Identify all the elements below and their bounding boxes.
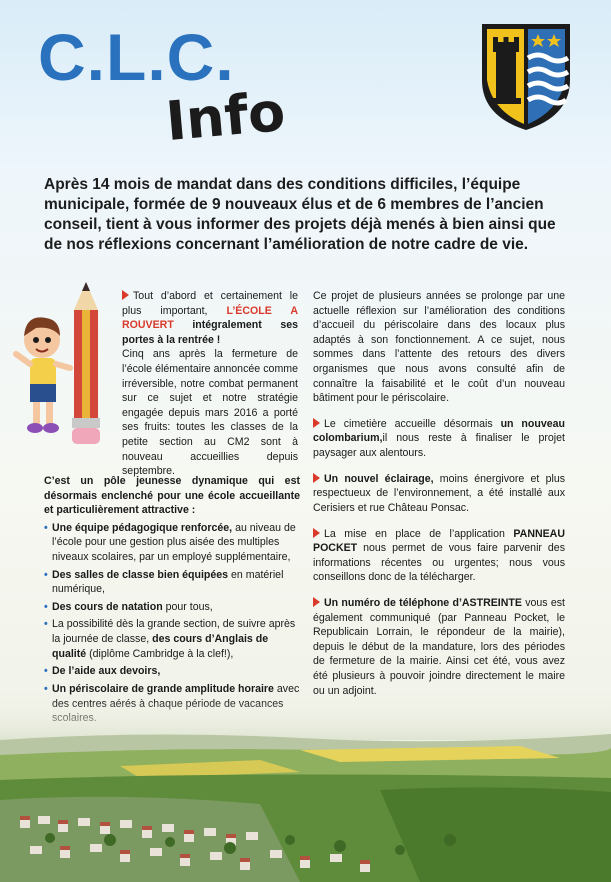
arrow-bullet-icon xyxy=(313,597,320,607)
list-item: • De l’aide aux devoirs, xyxy=(44,664,300,679)
aerial-village-photo xyxy=(0,700,611,882)
arrow-bullet-icon xyxy=(313,528,320,538)
youth-hub-paragraph: C’est un pôle jeunesse dynamique qui est désormais enclenché pour une école accueillante et particulièrement attractive : xyxy=(44,475,300,517)
page-title: C.L.C. xyxy=(38,20,235,94)
periscolaire-paragraph: Ce projet de plusieurs années se prolonge par une actuelle réflexion sur l’amélioration des conditions d’accueil du périscolaire dans des locaux plus adaptés à son fonctionnement. A ce sujet, nous sommes dans l’attente des retours des divers organismes que nous avons consulté afin de connaître la faisabilité et le coût d’un nouveau bâtiment pour le périscolaire. xyxy=(313,290,565,405)
left-column-top xyxy=(122,289,298,479)
page-subtitle: Info xyxy=(163,79,288,154)
pencil-child-illustration xyxy=(6,278,118,450)
list-item: • Des cours de natation pour tous, xyxy=(44,600,300,615)
school-history-paragraph: Cinq ans après la fermeture de l’école élémentaire annoncée comme irréversible, notre combat permanent sur ce sujet et notre stratégie engagée depuis mars 2016 a porté ses fruits: toutes les classes de la petite section au CM2 sont à nouveau accueillies depuis septembre. xyxy=(122,348,298,478)
cemetery-paragraph: Le cimetière accueille désormais un nouveau colombarium,il nous reste à finaliser le projet paysager aux alentours. xyxy=(313,417,565,460)
panneau-pocket-paragraph: La mise en place de l’application PANNEAU POCKET nous permet de vous faire parvenir des informations récentes ou urgentes; nous vous conseillons donc de la télécharger. xyxy=(313,527,565,584)
left-column-bottom xyxy=(44,474,300,729)
school-benefits-list xyxy=(44,521,300,726)
arrow-bullet-icon xyxy=(313,418,320,428)
school-reopened-highlight: L’ÉCOLE A ROUVERT xyxy=(122,304,298,332)
right-column xyxy=(313,289,565,709)
child-character-icon xyxy=(16,317,70,433)
list-item: • Une équipe pédagogique renforcée, au niveau de l’école pour une gestion plus aisée des multiples niveaux scolaires, par un employé supplémentaire, xyxy=(44,521,300,565)
list-item: • La possibilité dès la grande section, de suivre après la journée de classe, des cours d’Anglais de qualité (diplôme Cambridge à la clef!), xyxy=(44,617,300,661)
arrow-bullet-icon xyxy=(122,290,129,300)
pencil-icon xyxy=(72,282,100,444)
school-paragraph: Tout d’abord et certainement le plus important, L’ÉCOLE A ROUVERT intégralement ses portes à la rentrée ! xyxy=(122,290,298,346)
coat-of-arms-icon xyxy=(478,20,574,134)
astreinte-paragraph: Un numéro de téléphone d’ASTREINTE vous est également communiqué (par Panneau Pocket, le Republicain Lorrain, le répondeur de la mairie), depuis le début de la mandature, lors des périodes de fermeture de la mairie. Ainsi cet été, vous avez été plusieurs à pouvoir joindre directement le maire ou un adjoint. xyxy=(313,596,565,697)
arrow-bullet-icon xyxy=(313,473,320,483)
lighting-paragraph: Un nouvel éclairage, moins énergivore et plus respectueux de l’environnement, a été installé aux Cerisiers et rue Château Ponsac. xyxy=(313,472,566,514)
list-item: • Des salles de classe bien équipées en matériel numérique, xyxy=(44,568,300,597)
list-item: • Un périscolaire de grande amplitude horaire avec xyxy=(44,682,300,726)
intro-text: Après 14 mois de mandat dans des conditions difficiles, l’équipe municipale, formée de 9 nouveaux élus et de 6 membres de l’ancien conseil, tient à vous informer des projets déjà menés à bien ainsi que de nos réflexions concernant l’amélioration de notre cadre de vie. xyxy=(44,176,556,254)
